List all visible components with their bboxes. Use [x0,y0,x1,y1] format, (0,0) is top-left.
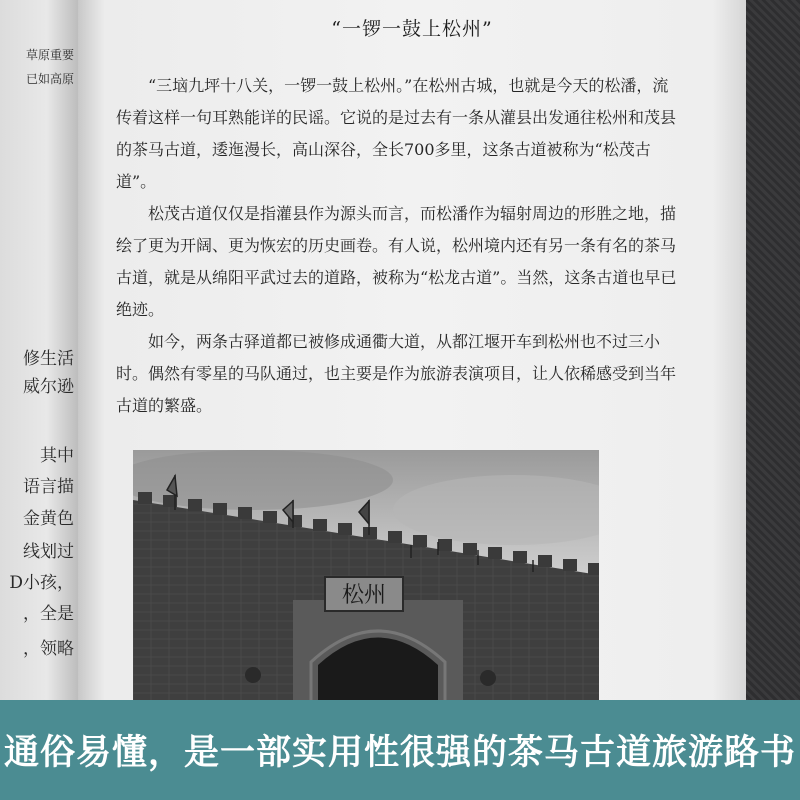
songzhou-gate-photo [133,450,599,700]
left-page-fragment: 线划过 [23,542,74,562]
left-page-fragment: 语言描 [23,477,74,497]
left-page-fragment: D小孩， [9,573,74,593]
left-page-fragment: 草原重要 [25,48,74,62]
gate-plaque-text: 松州 [341,583,387,608]
left-page [0,0,78,700]
left-page-fragment: 威尔逊 [23,377,74,397]
fabric-background [740,0,800,700]
promo-banner-text: 通俗易懂，是一部实用性很强的茶马古道旅游路书 [3,733,796,773]
left-page-fragment: 已如高原 [25,72,74,86]
left-page-fragment: 金黄色 [23,509,74,529]
page-title: “一锣一鼓上松州” [331,18,493,40]
paragraph-1: “三垴九坪十八关，一锣一鼓上松州。”在松州古城，也就是今天的松潘，流传着这样一句耳熟能详的民谣。它说的是过去有一条从灌县出发通往松州和茂县的茶马古道，逶迤漫长，高山深谷，全长700多里，这条古道被称为“松茂古道”。 [116,76,677,191]
left-page-fragment: 其中 [40,446,74,466]
paragraph-2: 松茂古道仅仅是指灌县作为源头而言，而松潘作为辐射周边的形胜之地，描绘了更为开阔、更为恢宏的历史画卷。有人说，松州境内还有另一条有名的茶马古道，就是从绵阳平武过去的道路，被称为“松龙古道”。当然，这条古道也早已绝迹。 [116,204,677,319]
paragraph-3: 如今，两条古驿道都已被修成通衢大道，从都江堰开车到松州也不过三小时。偶然有零星的马队通过，也主要是作为旅游表演项目，让人依稀感受到当年古道的繁盛。 [116,332,677,415]
promo-banner [0,700,800,800]
left-page-fragment: ，全是 [23,604,74,624]
book-page [78,0,746,700]
left-page-fragment: 修生活 [23,349,74,369]
left-page-fragment: ，领略 [23,639,74,659]
